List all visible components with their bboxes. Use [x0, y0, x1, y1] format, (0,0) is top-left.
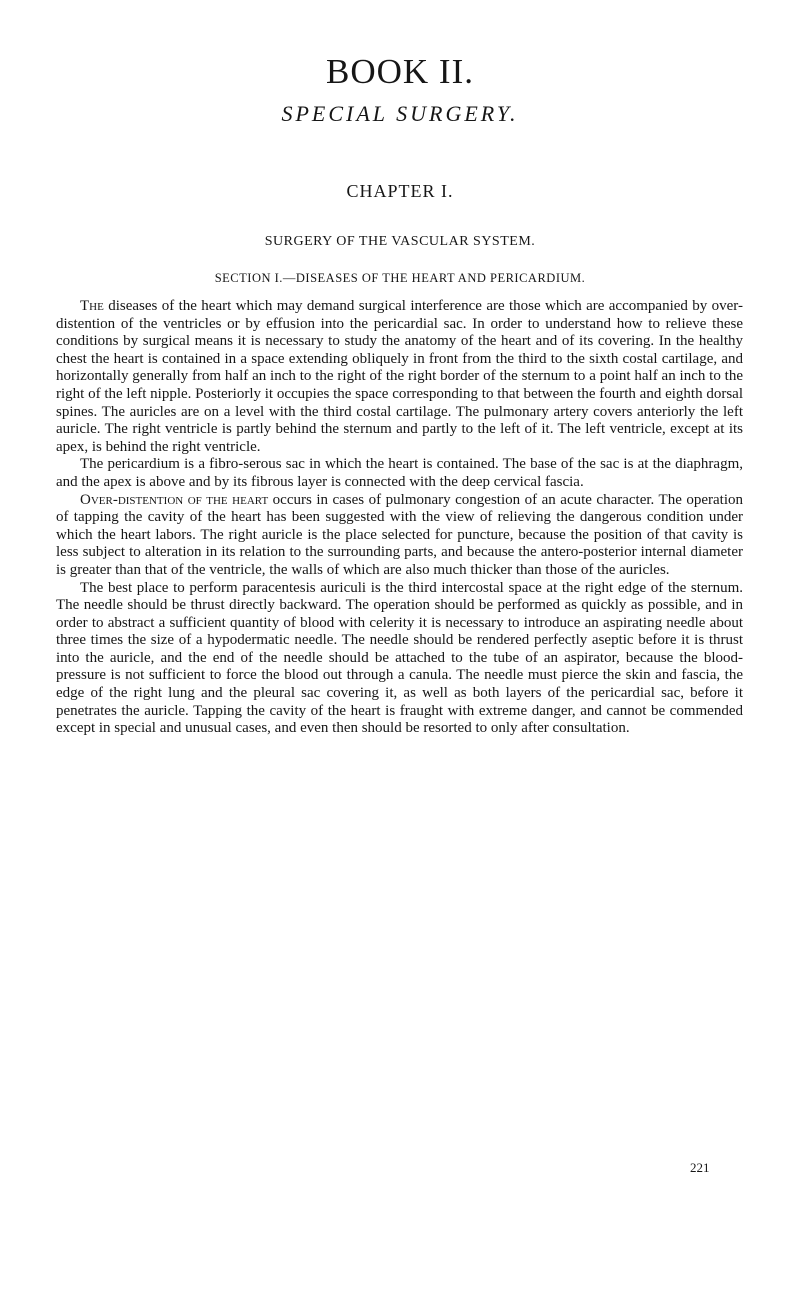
paragraph-lead: The: [80, 298, 104, 314]
paragraph-text: occurs in cases of pulmonary congestion of an acute character. The operation of tapping the cavity of the heart has been suggested with the view of relieving the dangerous condition under which the heart labors. The right auricle is the place selected for puncture, because the position of that cavity is less subject to alteration in its relation to the surrounding parts, and because the antero-posterior internal diameter is greater than that of the ventricle, the walls of which are also much thicker than those of the auricles.: [56, 491, 744, 578]
page-number: 221: [690, 1160, 710, 1175]
chapter-title: CHAPTER I.: [346, 181, 454, 201]
system-title: SURGERY OF THE VASCULAR SYSTEM.: [264, 234, 536, 249]
book-title: BOOK II.: [326, 52, 474, 91]
paragraph-paracentesis: [56, 580, 743, 738]
book-subtitle: SPECIAL SURGERY.: [281, 101, 519, 126]
paragraph-over-distention: [56, 492, 743, 580]
body-text: [56, 298, 743, 738]
paragraph-lead: Over-distention of the heart: [80, 491, 269, 508]
paragraph-text: The best place to perform paracentesis auriculi is the third intercostal space at the right edge of the sternum. The needle should be thrust directly backward. The operation should be performed as quickly as possible, and in order to abstract a sufficient quantity of blood with celerity it is necessary to introduce an aspirating needle about three times the size of a hypodermatic needle. The needle should be rendered perfectly aseptic before it is thrust into the auricle, and the end of the needle should be attached to the tube of an aspirator, because the blood-pressure is not sufficient to force the blood out through a canula. The needle must pierce the skin and fascia, the edge of the right lung and the pleural sac covering it, as well as both layers of the pericardial sac, before it penetrates the auricle. Tapping the cavity of the heart is fraught with extreme danger, and cannot be commended except in special and unusual cases, and even then should be resorted to only after consultation.: [56, 579, 743, 737]
paragraph-anatomy: [56, 298, 743, 456]
section-title: SECTION I.—DISEASES OF THE HEART AND PERICARDIUM.: [214, 271, 586, 285]
paragraph-pericardium: [56, 456, 743, 491]
paragraph-text: The pericardium is a fibro-serous sac in which the heart is contained. The base of the sac is at the diaphragm, and the apex is above and by its fibrous layer is connected with the deep cervical fascia.: [56, 456, 743, 490]
paragraph-text: diseases of the heart which may demand surgical interference are those which are accompanied by over-distention of the ventricles or by effusion into the pericardial sac. In order to understand how to relieve these conditions by surgical means it is necessary to study the anatomy of the heart and of its covering. In the healthy chest the heart is contained in a space extending obliquely in front from the third to the sixth costal cartilage, and horizontally generally from half an inch to the right of the right border of the sternum to a point half an inch to the right of the left nipple. Posteriorly it occupies the space corresponding to that between the fourth and eighth dorsal spines. The auricles are on a level with the third costal cartilage. The pulmonary artery covers anteriorly the left auricle. The right ventricle is partly behind the sternum and partly to the left of it. The left ventricle, except at its apex, is behind the right ventricle.: [56, 298, 743, 455]
